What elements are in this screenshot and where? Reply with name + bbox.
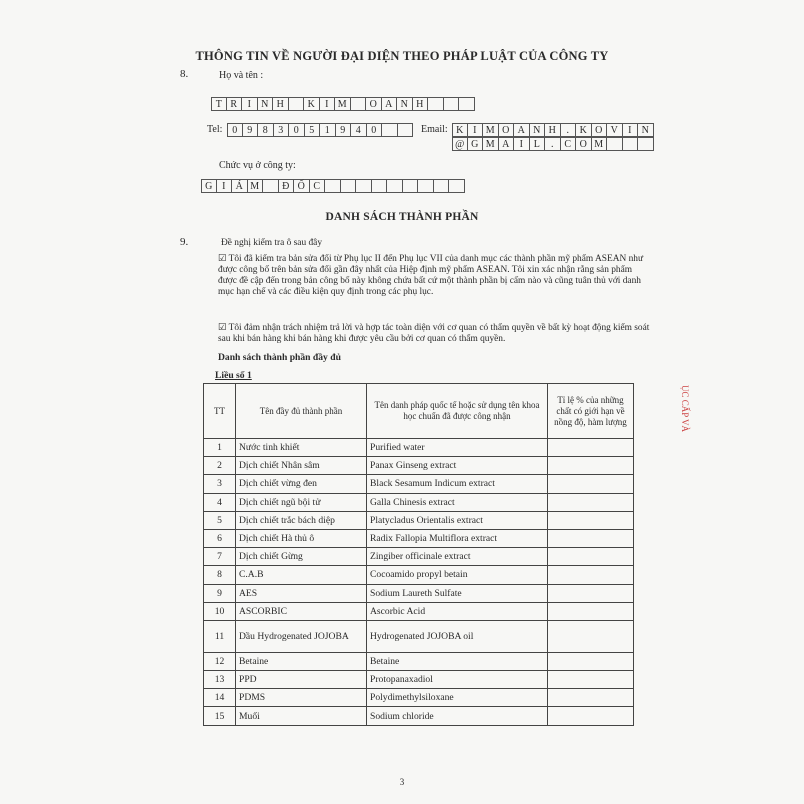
row-percent — [548, 652, 634, 670]
row-number: 1 — [204, 439, 236, 457]
dose-label: Liều số 1 — [215, 370, 252, 381]
header-inci-name: Tên danh pháp quốc tế hoặc sử dụng tên khoa học chuẩn đã được công nhận — [367, 384, 548, 439]
row-inci-name: Sodium Laureth Sulfate — [367, 584, 548, 602]
row-full-name: Dịch chiết ngũ bội tử — [236, 493, 367, 511]
table-row — [204, 439, 634, 457]
row-number: 6 — [204, 529, 236, 547]
row-full-name: Dịch chiết Gừng — [236, 548, 367, 566]
row-full-name: PDMS — [236, 689, 367, 707]
table-row — [204, 652, 634, 670]
char-box — [428, 97, 444, 111]
char-box: K — [304, 97, 320, 111]
row-full-name: Dịch chiết Nhân sâm — [236, 457, 367, 475]
side-stamp: ỤC CẤP VÀ — [680, 385, 690, 433]
char-box — [382, 123, 398, 137]
char-box: N — [530, 123, 546, 137]
char-box — [623, 137, 639, 151]
row-full-name: Muối — [236, 707, 367, 725]
char-box: I — [468, 123, 484, 137]
row-percent — [548, 493, 634, 511]
row-percent — [548, 511, 634, 529]
email-box-row-1 — [452, 123, 654, 137]
row-number: 13 — [204, 671, 236, 689]
char-box: L — [530, 137, 546, 151]
char-box: N — [397, 97, 413, 111]
header-percent: Tỉ lệ % của những chất có giới hạn về nồng độ, hàm lượng — [548, 384, 634, 439]
char-box — [459, 97, 475, 111]
header-tt: TT — [204, 384, 236, 439]
char-box — [403, 179, 419, 193]
char-box: . — [561, 123, 577, 137]
check-intro: Đề nghị kiểm tra ô sau đây — [221, 238, 323, 248]
row-number: 7 — [204, 548, 236, 566]
char-box: . — [545, 137, 561, 151]
char-box: I — [320, 97, 336, 111]
char-box: 9 — [336, 123, 352, 137]
row-inci-name: Protopanaxadiol — [367, 671, 548, 689]
row-number: 14 — [204, 689, 236, 707]
ingredient-list-heading: DANH SÁCH THÀNH PHẦN — [325, 211, 479, 223]
row-full-name: Betaine — [236, 652, 367, 670]
row-inci-name: Galla Chinesis extract — [367, 493, 548, 511]
table-row — [204, 493, 634, 511]
checkbox-checked-icon[interactable]: ☑ — [218, 323, 227, 333]
declaration-text-2: Tôi đảm nhận trách nhiệm trả lời và hợp tác toàn diện với cơ quan có thẩm quyền về bất kỳ hoạt động kiểm soát sau khi bán hàng khi bán hàng khi được yêu cầu bởi cơ quan có thẩm quyền. — [218, 323, 650, 344]
row-inci-name: Hydrogenated JOJOBA oil — [367, 620, 548, 652]
row-percent — [548, 707, 634, 725]
char-box: Ố — [294, 179, 310, 193]
table-row — [204, 457, 634, 475]
char-box — [638, 137, 654, 151]
row-inci-name: Zingiber officinale extract — [367, 548, 548, 566]
char-box — [444, 97, 460, 111]
table-row — [204, 584, 634, 602]
char-box: A — [499, 137, 515, 151]
row-number: 4 — [204, 493, 236, 511]
header-full-name: Tên đầy đủ thành phần — [236, 384, 367, 439]
item-8-number: 8. — [180, 68, 189, 80]
char-box: 8 — [258, 123, 274, 137]
row-number: 12 — [204, 652, 236, 670]
char-box: N — [638, 123, 654, 137]
row-number: 5 — [204, 511, 236, 529]
row-number: 2 — [204, 457, 236, 475]
char-box: G — [201, 179, 217, 193]
row-full-name: Dầu Hydrogenated JOJOBA — [236, 620, 367, 652]
char-box — [263, 179, 279, 193]
char-box — [372, 179, 388, 193]
row-percent — [548, 548, 634, 566]
row-inci-name: Polydimethylsiloxane — [367, 689, 548, 707]
table-row — [204, 707, 634, 725]
tel-label: Tel: — [207, 124, 223, 135]
declaration-paragraph-2 — [218, 323, 650, 345]
row-inci-name: Sodium chloride — [367, 707, 548, 725]
char-box: 0 — [367, 123, 383, 137]
row-percent — [548, 529, 634, 547]
char-box — [351, 97, 367, 111]
char-box: M — [483, 123, 499, 137]
table-row — [204, 511, 634, 529]
char-box: I — [242, 97, 258, 111]
table-row — [204, 566, 634, 584]
row-percent — [548, 602, 634, 620]
row-full-name: Dịch chiết trắc bách diệp — [236, 511, 367, 529]
row-number: 11 — [204, 620, 236, 652]
char-box — [289, 97, 305, 111]
full-list-label: Danh sách thành phần đầy đủ — [218, 352, 341, 363]
declaration-paragraph-1 — [218, 254, 650, 298]
row-percent — [548, 620, 634, 652]
row-inci-name: Panax Ginseng extract — [367, 457, 548, 475]
row-full-name: Dịch chiết Hà thủ ô — [236, 529, 367, 547]
char-box: I — [623, 123, 639, 137]
char-box: K — [576, 123, 592, 137]
row-percent — [548, 566, 634, 584]
char-box — [356, 179, 372, 193]
char-box: M — [335, 97, 351, 111]
row-full-name: AES — [236, 584, 367, 602]
tel-box-row — [227, 123, 413, 137]
table-row — [204, 671, 634, 689]
char-box: I — [514, 137, 530, 151]
table-row — [204, 475, 634, 493]
char-box: O — [576, 137, 592, 151]
page-number: 3 — [399, 777, 405, 787]
char-box — [341, 179, 357, 193]
row-percent — [548, 457, 634, 475]
char-box: Á — [232, 179, 248, 193]
char-box: A — [382, 97, 398, 111]
checkbox-checked-icon[interactable]: ☑ — [218, 254, 227, 264]
char-box: H — [273, 97, 289, 111]
char-box: T — [211, 97, 227, 111]
table-row — [204, 620, 634, 652]
char-box: C — [561, 137, 577, 151]
table-row — [204, 689, 634, 707]
char-box: A — [514, 123, 530, 137]
char-box: 3 — [274, 123, 290, 137]
email-box-row-2 — [452, 137, 654, 151]
char-box: M — [483, 137, 499, 151]
position-box-row — [201, 179, 465, 193]
char-box: R — [227, 97, 243, 111]
row-percent — [548, 671, 634, 689]
row-number: 10 — [204, 602, 236, 620]
row-number: 8 — [204, 566, 236, 584]
row-number: 9 — [204, 584, 236, 602]
legal-rep-heading: THÔNG TIN VỀ NGƯỜI ĐẠI DIỆN THEO PHÁP LUẬT CỦA CÔNG TY — [195, 49, 609, 63]
char-box: O — [499, 123, 515, 137]
char-box: 5 — [305, 123, 321, 137]
row-percent — [548, 689, 634, 707]
position-label: Chức vụ ở công ty: — [219, 160, 296, 171]
ingredient-table — [203, 383, 634, 726]
row-inci-name: Platycladus Orientalis extract — [367, 511, 548, 529]
item-9-number: 9. — [180, 236, 189, 248]
char-box: O — [366, 97, 382, 111]
row-full-name: C.A.B — [236, 566, 367, 584]
row-full-name: PPD — [236, 671, 367, 689]
row-full-name: ASCORBIC — [236, 602, 367, 620]
char-box: K — [452, 123, 468, 137]
row-full-name: Nước tinh khiết — [236, 439, 367, 457]
row-percent — [548, 439, 634, 457]
char-box — [418, 179, 434, 193]
char-box: 0 — [227, 123, 243, 137]
email-label: Email: — [421, 124, 448, 135]
char-box: 1 — [320, 123, 336, 137]
char-box: O — [592, 123, 608, 137]
char-box: N — [258, 97, 274, 111]
char-box: Đ — [279, 179, 295, 193]
char-box — [387, 179, 403, 193]
char-box — [607, 137, 623, 151]
table-row — [204, 548, 634, 566]
row-number: 3 — [204, 475, 236, 493]
char-box — [325, 179, 341, 193]
row-number: 15 — [204, 707, 236, 725]
row-inci-name: Black Sesamum Indicum extract — [367, 475, 548, 493]
char-box: H — [545, 123, 561, 137]
char-box: H — [413, 97, 429, 111]
row-inci-name: Radix Fallopia Multiflora extract — [367, 529, 548, 547]
char-box: G — [468, 137, 484, 151]
char-box: M — [248, 179, 264, 193]
row-inci-name: Betaine — [367, 652, 548, 670]
table-row — [204, 529, 634, 547]
char-box — [398, 123, 414, 137]
char-box: 4 — [351, 123, 367, 137]
name-label: Họ và tên : — [219, 70, 264, 81]
char-box — [434, 179, 450, 193]
char-box: I — [217, 179, 233, 193]
char-box: @ — [452, 137, 468, 151]
row-full-name: Dịch chiết vừng đen — [236, 475, 367, 493]
row-percent — [548, 475, 634, 493]
char-box: V — [607, 123, 623, 137]
row-inci-name: Ascorbic Acid — [367, 602, 548, 620]
char-box: C — [310, 179, 326, 193]
table-header-row — [204, 384, 634, 439]
declaration-text-1: Tôi đã kiểm tra bản sửa đổi từ Phụ lục II đến Phụ lục VII của danh mục các thành phần mỹ phẩm ASEAN như được công bố trên bản sửa đổi gần đây nhất của Hiệp định mỹ phẩm ASEAN. Tôi xin xác nhận rằng sản phẩm được đề cập đến trong bản công bố này không chứa bất cứ một thành phần bị cấm nào và cũng tuân thủ với danh mục hạn chế và các điều kiện quy định trong các phụ lục. — [218, 254, 644, 297]
table-row — [204, 602, 634, 620]
char-box — [449, 179, 465, 193]
char-box: 0 — [289, 123, 305, 137]
char-box: M — [592, 137, 608, 151]
name-box-row — [211, 97, 475, 111]
row-inci-name: Purified water — [367, 439, 548, 457]
row-inci-name: Cocoamido propyl betain — [367, 566, 548, 584]
row-percent — [548, 584, 634, 602]
char-box: 9 — [243, 123, 259, 137]
